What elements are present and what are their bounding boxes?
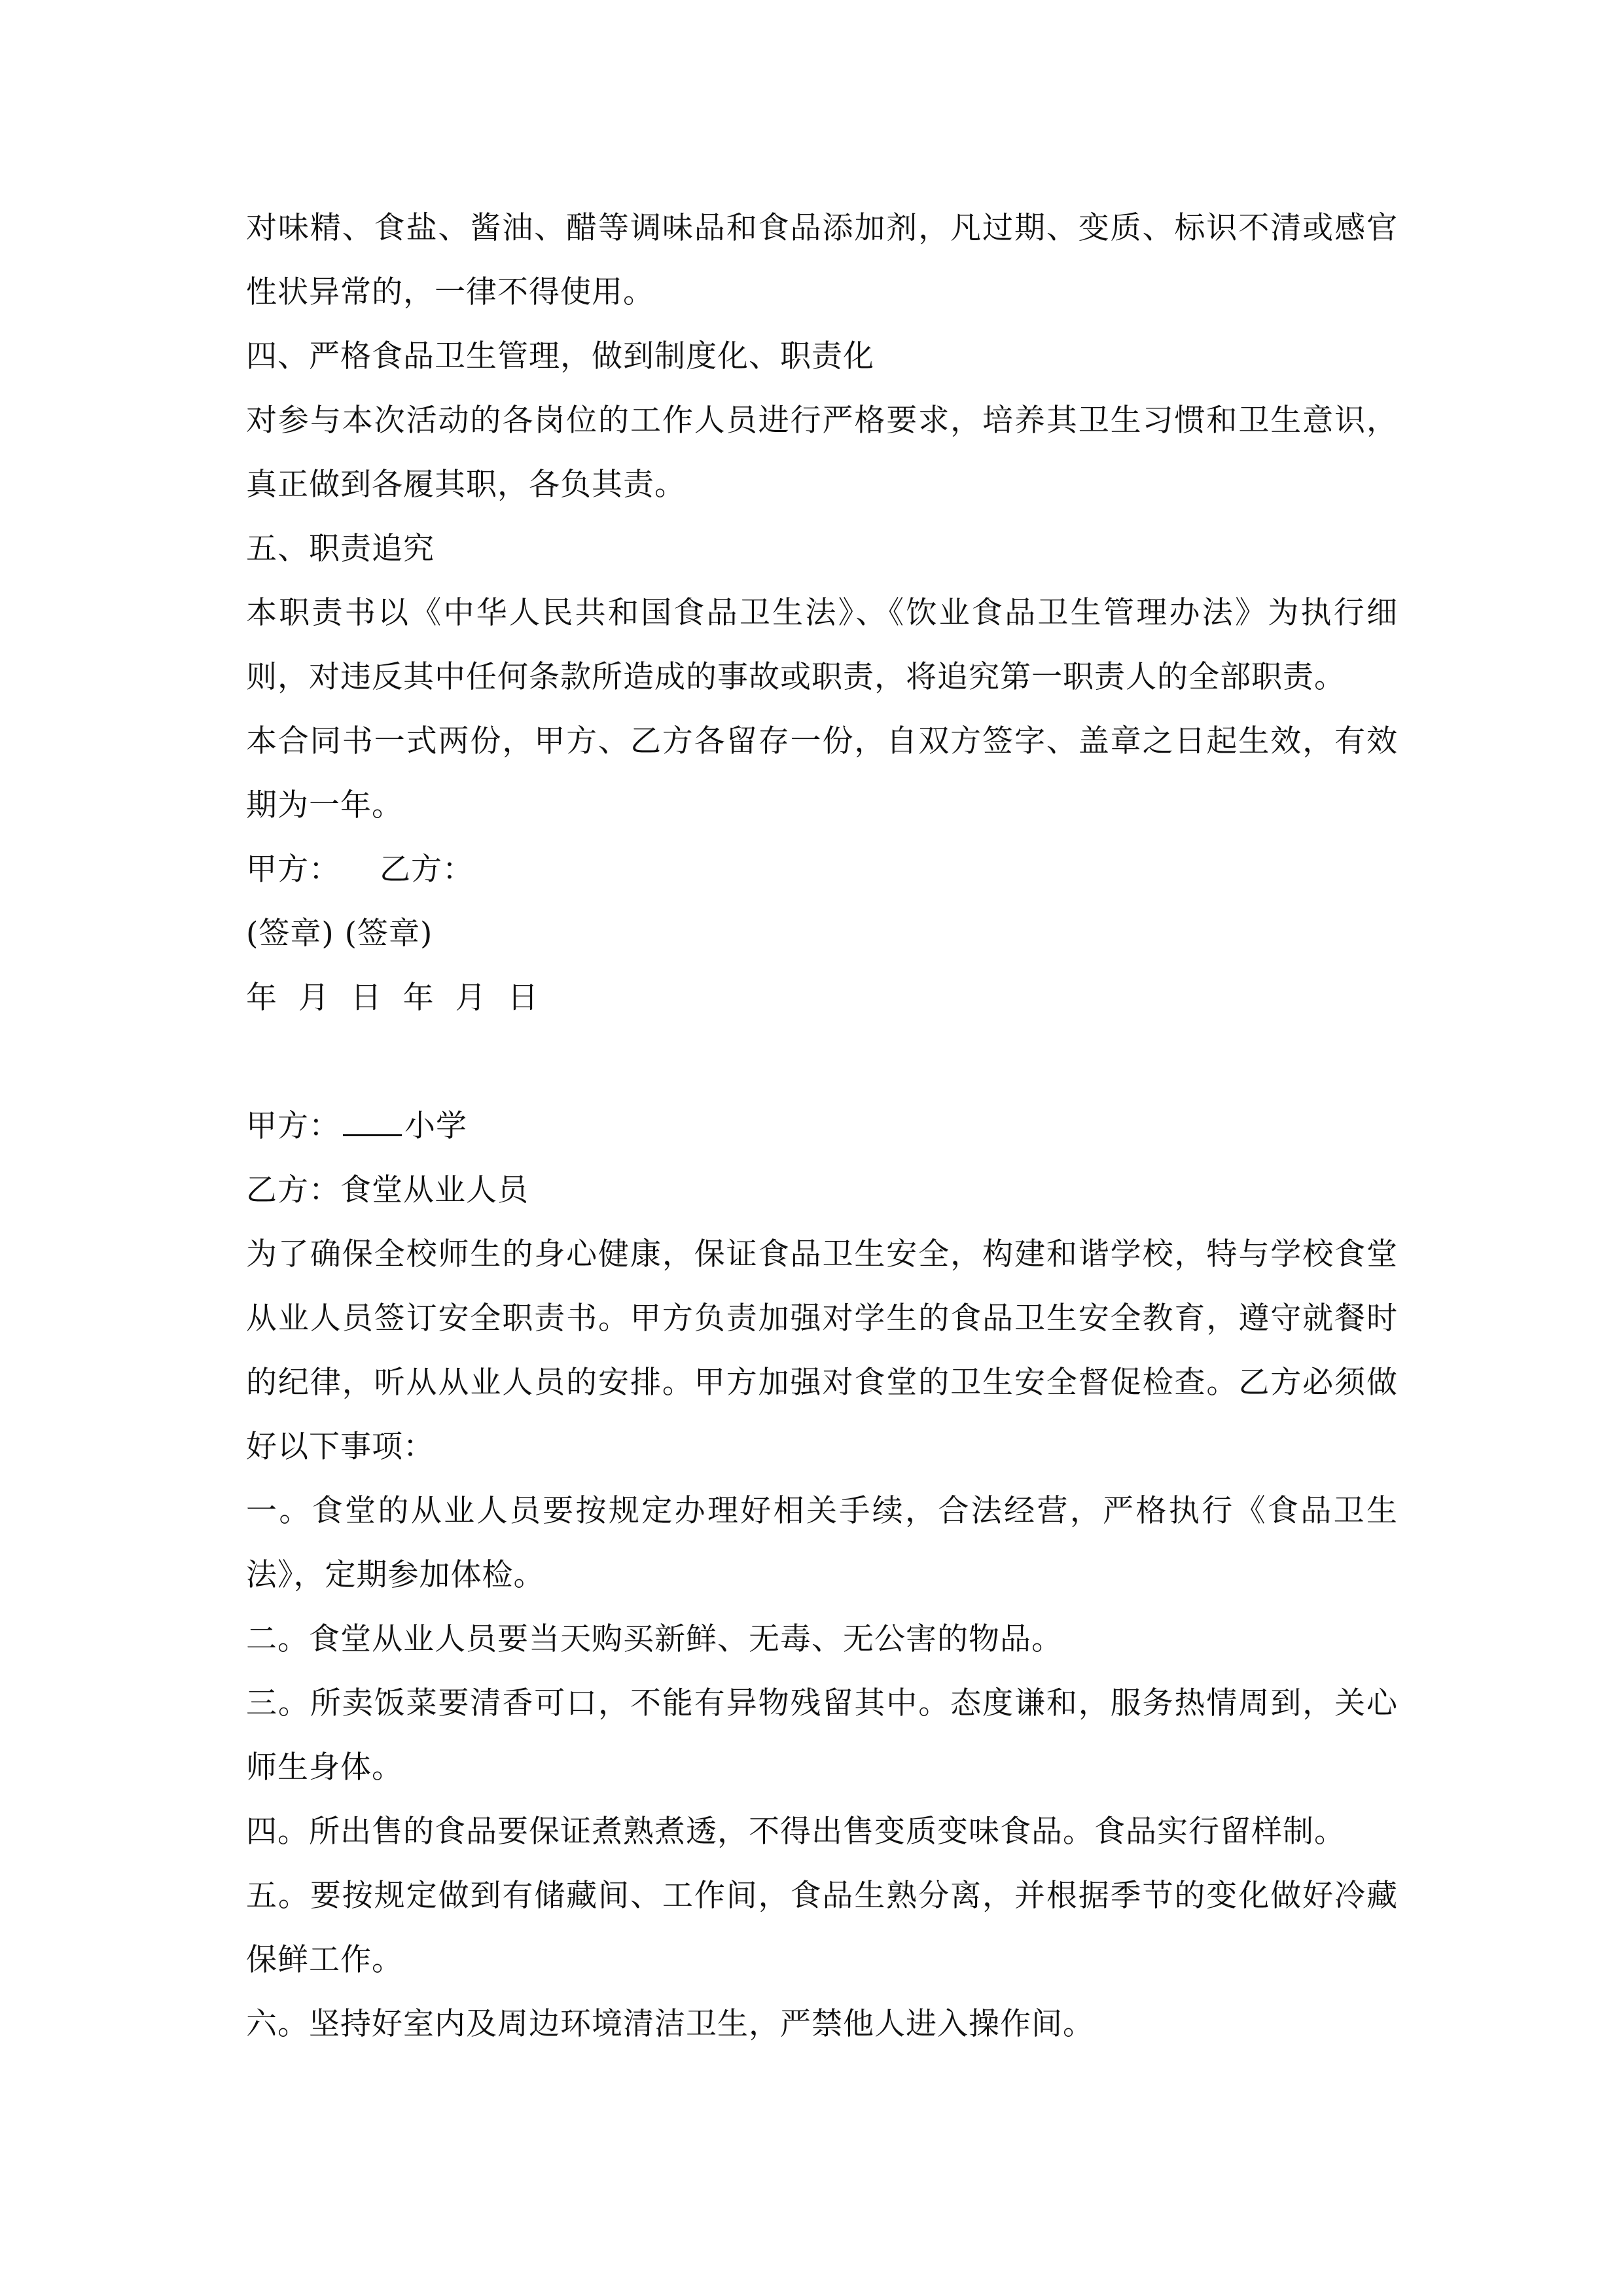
party-a-label: 甲方： (246, 852, 340, 888)
party-a-suffix: 小学 (404, 1108, 467, 1144)
paragraph-purpose: 为了确保全校师生的身心健康，保证食品卫生安全，构建和谐学校，特与学校食堂从业人员签订安全职责书。甲方负责加强对学生的食品卫生安全教育，遵守就餐时的纪律，听从从业人员的安排。甲方加强对食堂的卫生安全督促检查。乙方必须做好以下事项： (246, 1236, 1398, 1465)
paragraph-contract-validity: 本合同书一式两份，甲方、乙方各留存一份，自双方签字、盖章之日起生效，有效期为一年。 (246, 723, 1398, 823)
item-5-storage: 五。要按规定做到有储藏间、工作间，食品生熟分离，并根据季节的变化做好冷藏保鲜工作。 (246, 1878, 1398, 1978)
party-b-label: 乙方： (380, 852, 474, 888)
item-2-purchasing: 二。食堂从业人员要当天购买新鲜、无毒、无公害的物品。 (246, 1621, 1063, 1657)
paragraph-legal-basis: 本职责书以《中华人民共和国食品卫生法》、《饮业食品卫生管理办法》为执行细则，对违反其中任何条款所造成的事故或职责，将追究第一职责人的全部职责。 (246, 595, 1398, 695)
item-1-procedures: 一。食堂的从业人员要按规定办理好相关手续，合法经营，严格执行《食品卫生法》，定期参加体检。 (246, 1493, 1398, 1593)
party-a-prefix: 甲方： (246, 1108, 340, 1144)
party-a-line (246, 1094, 1398, 1158)
signature-seal-line: (签章) (签章) (246, 916, 433, 952)
party-b-line: 乙方：食堂从业人员 (246, 1172, 529, 1208)
heading-accountability: 五、职责追究 (246, 531, 435, 567)
item-4-cooking: 四。所出售的食品要保证煮熟煮透，不得出售变质变味食品。食品实行留样制。 (246, 1814, 1346, 1850)
section-gap (246, 1030, 1398, 1094)
paragraph-condiments: 对味精、食盐、酱油、醋等调味品和食品添加剂，凡过期、变质、标识不清或感官性状异常的，一律不得使用。 (246, 210, 1398, 310)
document-body (246, 196, 1398, 2056)
item-3-service: 三。所卖饭菜要清香可口，不能有异物残留其中。态度谦和，服务热情周到，关心师生身体。 (246, 1685, 1398, 1785)
heading-hygiene-management: 四、严格食品卫生管理，做到制度化、职责化 (246, 338, 874, 374)
school-name-blank (343, 1108, 402, 1136)
signature-date-line: 年 月 日 年 月 日 (246, 980, 539, 1016)
item-6-cleanliness: 六。坚持好室内及周边环境清洁卫生，严禁他人进入操作间。 (246, 2006, 1094, 2042)
paragraph-staff-requirements: 对参与本次活动的各岗位的工作人员进行严格要求，培养其卫生习惯和卫生意识，真正做到各履其职，各负其责。 (246, 403, 1398, 503)
signature-parties-line (246, 838, 1398, 902)
